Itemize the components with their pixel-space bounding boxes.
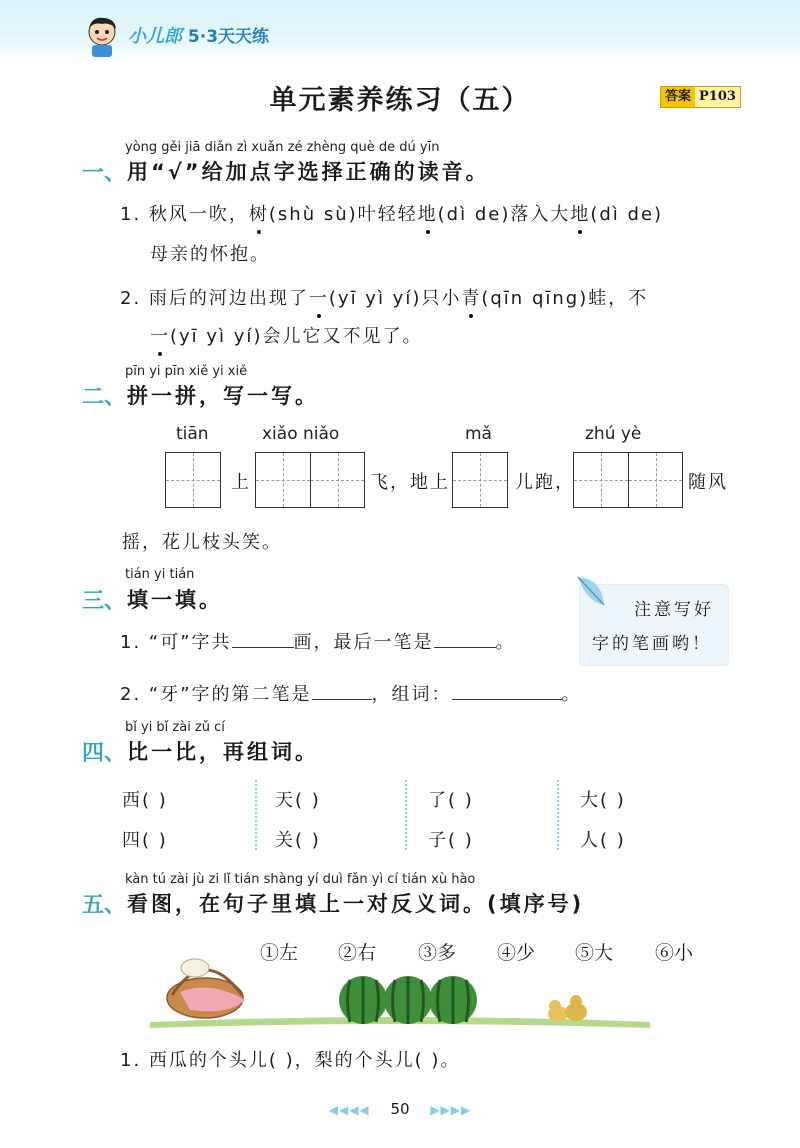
right-arrows-icon: ▶▶▶▶ <box>430 1103 472 1117</box>
text: 1. 秋风一吹， <box>120 204 249 225</box>
watermelon-icon <box>339 976 387 1024</box>
grid-text-4: 随风 <box>688 472 728 493</box>
sec2-number: 二、 <box>82 385 127 410</box>
sec4-r1c1: 西( ) <box>122 790 168 811</box>
series-name: 5·3天天练 <box>187 27 270 47</box>
watermelon-pear-illustration <box>150 950 650 1032</box>
watermelon-icon <box>384 976 432 1024</box>
sec4-r1c4: 大( ) <box>580 790 626 811</box>
text: (dì de) <box>590 204 664 225</box>
sec4-r2c3: 子( ) <box>428 830 474 851</box>
text: (yī yì yí)只小 <box>328 288 462 309</box>
text: 2. 雨后的河边出现了 <box>120 288 309 309</box>
sec2-heading: 拼一拼，写一写。 <box>127 384 319 408</box>
column-divider <box>255 780 257 850</box>
option-4: ④少 <box>497 942 536 964</box>
answer-label: 答案 <box>661 87 695 107</box>
grid-cell[interactable] <box>166 453 220 507</box>
sec5-pinyin: kàn tú zài jù zi lǐ tián shàng yí duì fǎn yì cí tián xù hào <box>125 872 476 887</box>
sec1-q2-line2 <box>150 322 422 348</box>
feather-icon <box>574 573 608 609</box>
left-arrows-icon: ◀◀◀◀ <box>328 1103 370 1117</box>
grid4-pinyin: zhú yè <box>585 424 642 444</box>
grid-text-2: 飞，地上 <box>370 472 450 493</box>
tip-note <box>580 585 728 665</box>
sec4-r2c2: 关( ) <box>275 830 321 851</box>
sec4-number: 四、 <box>82 741 127 766</box>
boy-mascot-icon <box>82 14 122 58</box>
dotted-char: 地 <box>418 200 438 226</box>
grid-cell[interactable] <box>310 453 364 507</box>
text: (yī yì yí)会儿它又不见了。 <box>170 326 423 347</box>
grid-text-3: 儿跑， <box>515 472 575 493</box>
brand-name: 小儿郎 <box>128 26 182 47</box>
grid-text-1: 上 <box>231 472 251 493</box>
sec3-q1 <box>120 628 516 654</box>
option-3: ③多 <box>418 942 457 964</box>
sec3-heading: 填一填。 <box>127 588 223 612</box>
tip-line2: 字的笔画哟！ <box>592 634 712 654</box>
writing-grid-3[interactable] <box>452 452 508 508</box>
writing-grid-2[interactable] <box>255 452 365 508</box>
column-divider <box>405 780 407 850</box>
sec1-q1-line2: 母亲的怀抱。 <box>150 244 270 265</box>
grid3-pinyin: mǎ <box>465 424 492 444</box>
sec1-q2-line1 <box>120 284 648 310</box>
option-6: ⑥小 <box>655 942 694 964</box>
page-number: 50 <box>390 1100 410 1118</box>
text: 画，最后一笔是 <box>293 632 434 653</box>
brand-logo <box>128 22 269 48</box>
writing-grid-4[interactable] <box>573 452 683 508</box>
answer-blank[interactable] <box>312 683 372 700</box>
answer-page: P103 <box>699 89 736 104</box>
dotted-char: 青 <box>461 284 481 310</box>
answer-blank[interactable] <box>232 631 294 648</box>
grid1-pinyin: tiān <box>176 424 209 444</box>
dotted-char: 一 <box>309 284 329 310</box>
text: 。 <box>495 632 516 653</box>
sec4-r1c2: 天( ) <box>275 790 321 811</box>
dotted-char: 一 <box>150 322 170 348</box>
text: 2. “牙”字的第二笔是 <box>120 684 312 705</box>
pear-icon <box>565 995 587 1021</box>
tip-line1: 注意写好 <box>634 600 714 620</box>
text: 。 <box>561 684 582 705</box>
sec4-pinyin: bǐ yi bǐ zài zǔ cí <box>125 720 225 735</box>
sec4-r1c3: 了( ) <box>428 790 474 811</box>
sec5-q1: 1. 西瓜的个头儿( )，梨的个头儿( )。 <box>120 1050 461 1071</box>
text: (dì de)落入大 <box>437 204 571 225</box>
sec5-number: 五、 <box>82 893 127 918</box>
page-title: 单元素养练习（五） <box>269 85 531 116</box>
grid2-pinyin: xiǎo niǎo <box>262 424 340 444</box>
writing-grid-1[interactable] <box>165 452 221 508</box>
sec3-pinyin: tián yi tián <box>125 567 195 582</box>
answer-badge <box>660 86 741 108</box>
basket-icon <box>167 959 245 1018</box>
grid-cell[interactable] <box>453 453 507 507</box>
sec3-number: 三、 <box>82 589 127 614</box>
text: 1. “可”字共 <box>120 632 232 653</box>
answer-blank[interactable] <box>452 683 562 700</box>
grid-cell[interactable] <box>574 453 628 507</box>
answer-blank[interactable] <box>434 631 496 648</box>
grid-text-5: 摇，花儿枝头笑。 <box>122 532 282 553</box>
text: ，组词： <box>371 684 452 705</box>
page-footer <box>0 1100 800 1118</box>
sec1-heading: 用“√”给加点字选择正确的读音。 <box>127 160 490 184</box>
text: (shù sù)叶轻轻 <box>268 204 418 225</box>
sec1-number: 一、 <box>82 161 127 186</box>
grid-cell[interactable] <box>256 453 310 507</box>
option-1: ①左 <box>260 942 299 964</box>
sec1-pinyin: yòng gěi jiā diǎn zì xuǎn zé zhèng què de dú yīn <box>125 140 440 155</box>
sec5-heading: 看图，在句子里填上一对反义词。(填序号) <box>127 892 585 916</box>
text: (qīn qīng)蛙，不 <box>481 288 649 309</box>
sec3-q2 <box>120 680 582 706</box>
pear-icon <box>548 1000 568 1022</box>
watermelon-icon <box>429 976 477 1024</box>
sec4-r2c1: 四( ) <box>122 830 168 851</box>
grid-cell[interactable] <box>628 453 682 507</box>
sec4-r2c4: 人( ) <box>580 830 626 851</box>
dotted-char: 地 <box>570 200 590 226</box>
option-2: ②右 <box>338 942 377 964</box>
sec4-heading: 比一比，再组词。 <box>127 740 319 764</box>
option-5: ⑤大 <box>575 942 614 964</box>
dotted-char: 树 <box>249 200 269 226</box>
sec1-q1-line1 <box>120 200 663 226</box>
column-divider <box>557 780 559 850</box>
sec2-pinyin: pīn yi pīn xiě yi xiě <box>125 364 248 379</box>
